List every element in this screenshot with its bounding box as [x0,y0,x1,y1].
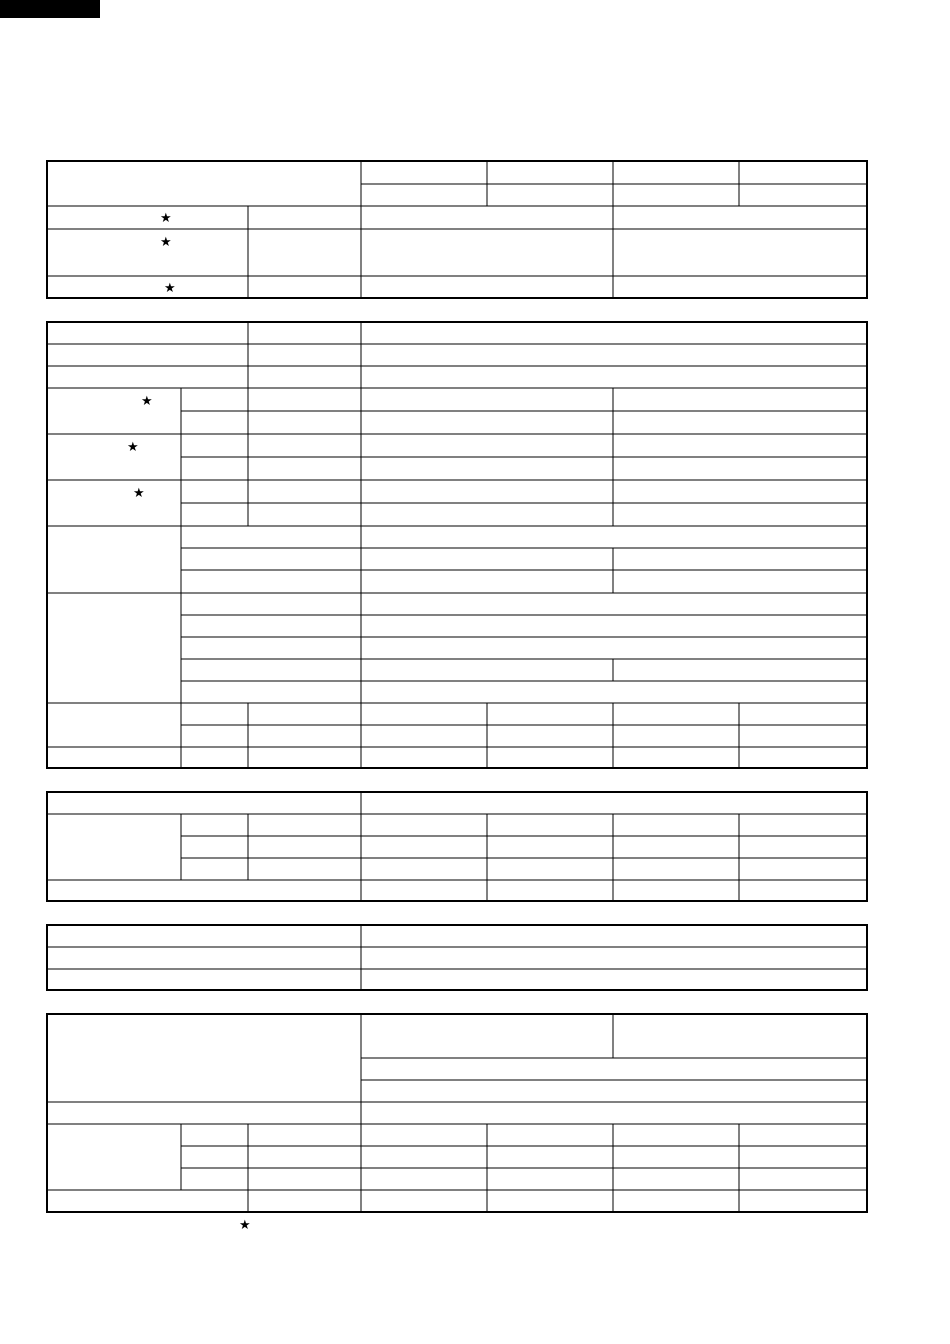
spec-table-5 [47,1014,867,1212]
spec-table-1 [47,161,867,298]
spec-table-3 [47,792,867,901]
spec-table-2 [47,322,867,768]
spec-table-4 [47,925,867,990]
star-marker: ★ [127,440,139,455]
star-marker: ★ [141,394,153,409]
star-marker: ★ [239,1218,251,1233]
star-marker: ★ [164,281,176,296]
star-marker: ★ [133,486,145,501]
star-marker: ★ [160,235,172,250]
star-marker: ★ [160,211,172,226]
